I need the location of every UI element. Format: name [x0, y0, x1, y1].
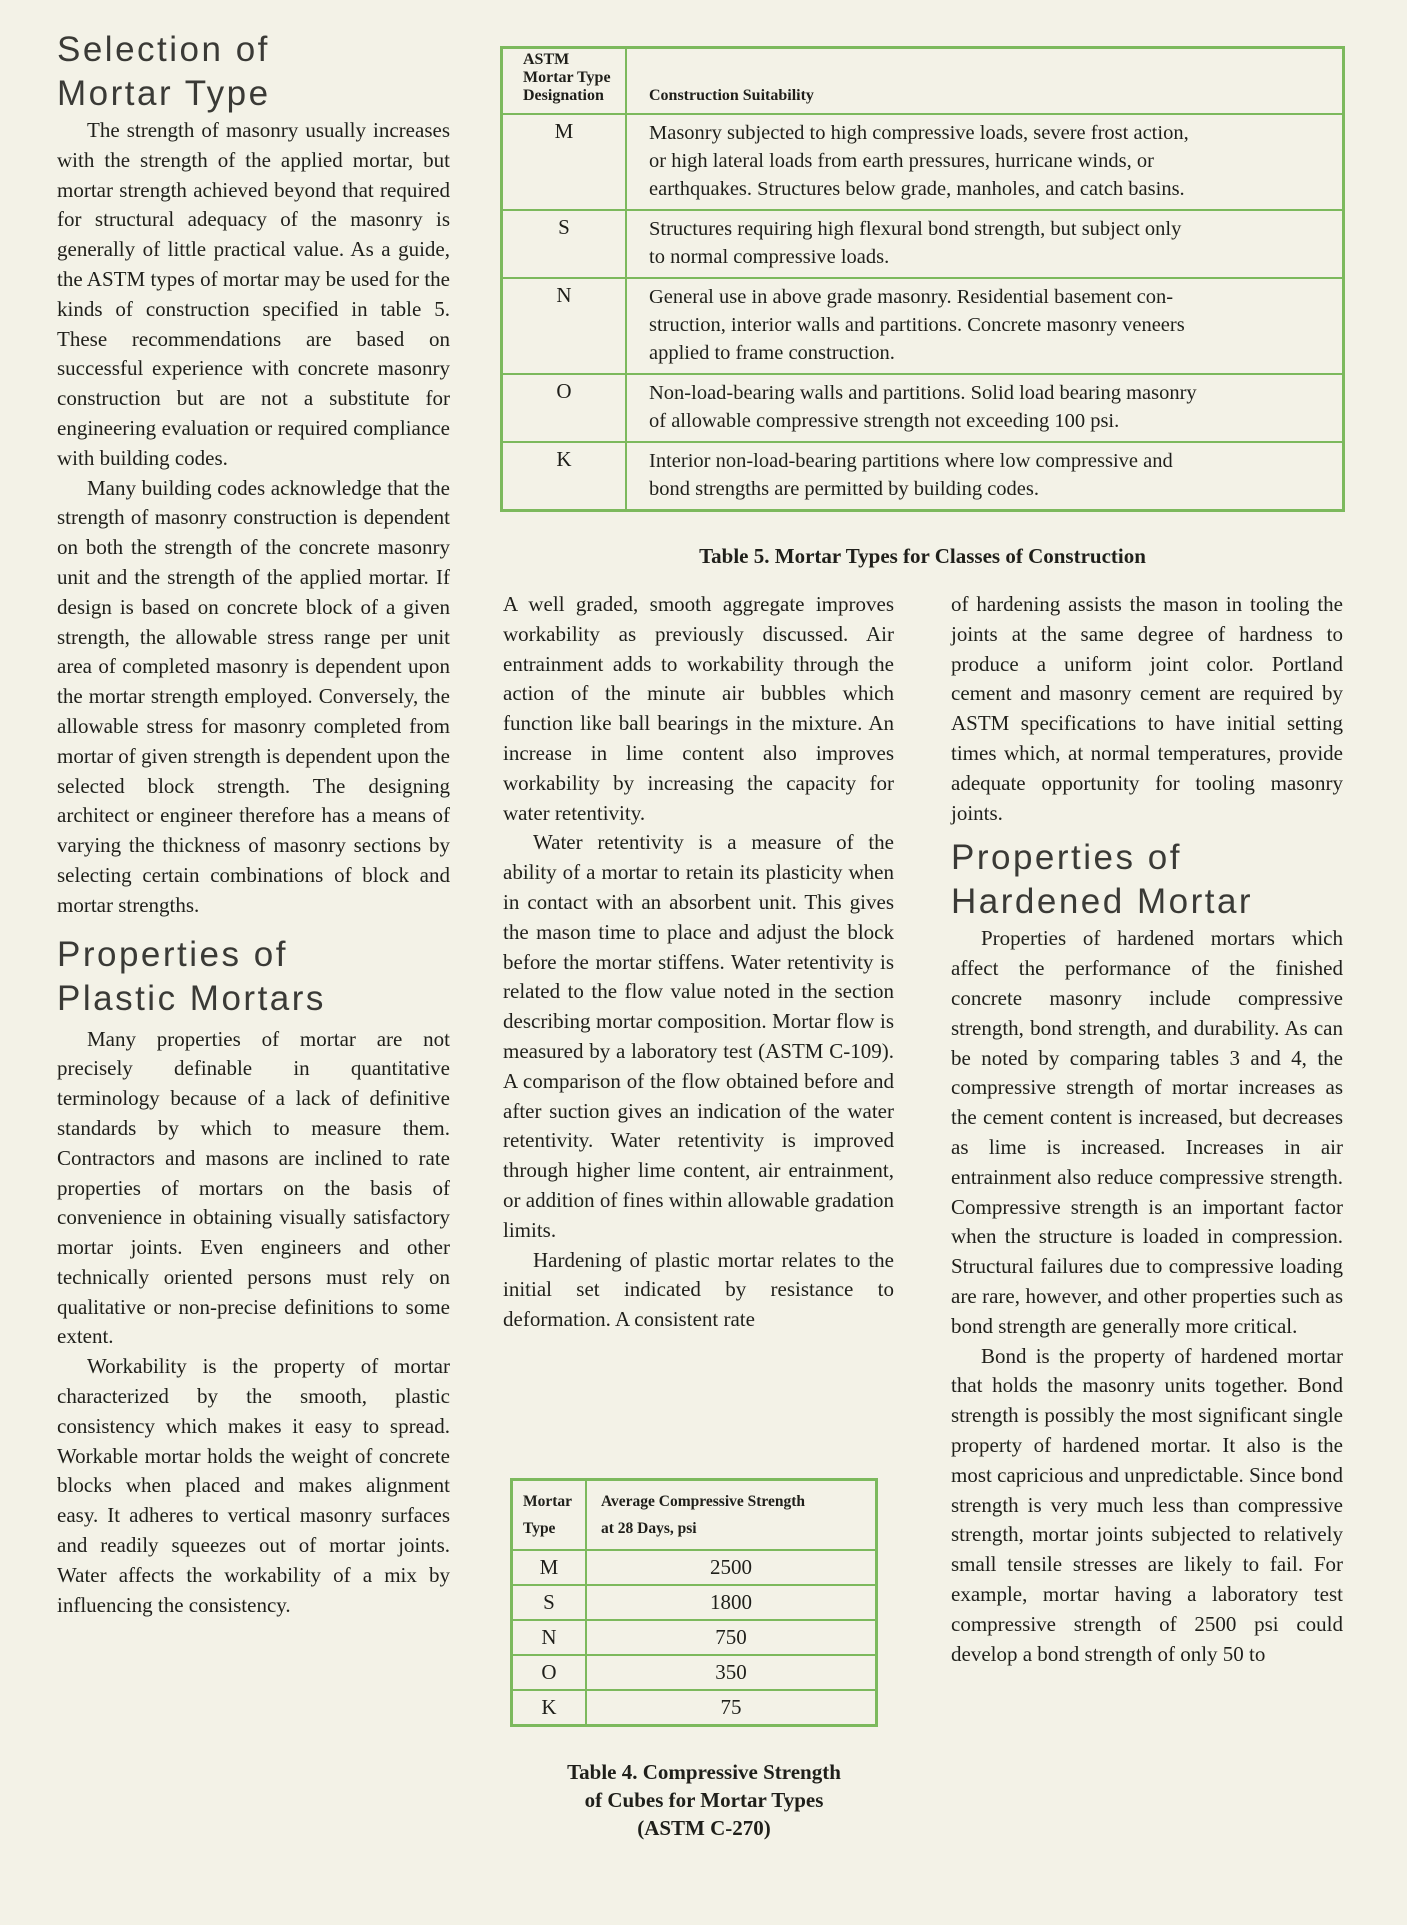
heading-properties-of-hardened-mortar: [951, 836, 1343, 924]
paragraph: A well graded, smooth aggregate improves workability as previously discussed. Air entrainment adds to workability through the action of the minute air bubbles which function like ball bearings in the mixture. An increase in lime content also improves workability by increasing the capacity for water retentivity.: [503, 592, 894, 825]
header-line: Mortar: [523, 1493, 573, 1510]
heading-line: Properties of: [951, 838, 1182, 878]
paragraph: Bond is the property of hardened mortar that holds the masonry units together. Bond strength is possibly the most significant single property of hardened mortar. It also is the most capricious and unpredictable. Since bond strength is very much less than compressive strength, mortar joints subjected to relatively small tensile stresses are likely to fail. For example, mortar having a laboratory test compressive strength of 2500 psi could develop a bond strength of only 50 to: [951, 1343, 1343, 1666]
table-row: [512, 1550, 877, 1585]
table-5-caption: Table 5. Mortar Types for Classes of Construction: [699, 544, 1146, 568]
header-line: Average Compressive Strength: [601, 1493, 806, 1510]
table-row: [512, 1585, 877, 1620]
mortar-type-cell: O: [502, 374, 627, 442]
desc-line: of allowable compressive strength not exceeding 100 psi.: [649, 410, 1120, 432]
strength-cell: 350: [586, 1655, 877, 1690]
caption-line: of Cubes for Mortar Types: [584, 1788, 824, 1812]
desc-line: or high lateral loads from earth pressures, hurricane winds, or: [649, 150, 1154, 172]
header-average-compressive-strength: [586, 1480, 877, 1551]
table-row: [502, 374, 1344, 442]
heading-line: Mortar Type: [57, 74, 271, 113]
paragraph: The strength of masonry usually increases with the strength of the applied mortar, but mortar strength achieved beyond that required for structural adequacy of the masonry is generally of little practical value. As a guide, the ASTM types of mortar may be used for the kinds of construction specified in table 5. These recommendations are based on successful experience with concrete masonry construction but are not a substitute for engineering evaluation or required compliance with building codes.: [57, 118, 450, 470]
header-line: Designation: [523, 87, 604, 104]
heading-line: Plastic Mortars: [57, 978, 326, 1018]
left-column: [57, 28, 450, 1620]
heading-line: Properties of: [57, 934, 288, 974]
mortar-type-cell: K: [502, 442, 627, 511]
desc-line: struction, interior walls and partitions. Concrete masonry veneers: [649, 314, 1185, 336]
mortar-type-cell: M: [512, 1550, 587, 1585]
desc-line: Interior non-load-bearing partitions where low compressive and: [649, 450, 1173, 472]
table-row: [502, 210, 1344, 278]
desc-line: applied to frame construction.: [649, 342, 895, 364]
desc-line: Non-load-bearing walls and partitions. Solid load bearing masonry: [649, 382, 1197, 404]
suitability-cell: [626, 374, 1344, 442]
paragraph: Hardening of plastic mortar relates to the initial set indicated by resistance to deformation. A consistent rate: [503, 1247, 894, 1332]
desc-line: Structures requiring high flexural bond strength, but subject only: [649, 218, 1182, 240]
desc-line: to normal compressive loads.: [649, 246, 890, 268]
header-line: at 28 Days, psi: [601, 1520, 697, 1537]
desc-line: General use in above grade masonry. Residential basement con-: [649, 286, 1174, 308]
table-row: [502, 442, 1344, 511]
header-line: ASTM: [523, 51, 570, 68]
table-row: [502, 278, 1344, 374]
middle-column: [503, 590, 894, 1335]
table-row: [512, 1690, 877, 1726]
mortar-type-cell: N: [512, 1620, 587, 1655]
heading-line: Selection of: [57, 30, 270, 69]
table-row: [512, 1655, 877, 1690]
mortar-type-cell: M: [502, 114, 627, 210]
paragraph: Many properties of mortar are not precisely definable in quantitative terminology because of a lack of definitive standards by which to measure them. Contractors and masons are inclined to rate properties of mortars on the basis of convenience in obtaining visually satisfactory mortar joints. Even engineers and other technically oriented persons must rely on qualitative or non-precise definitions to some extent.: [57, 1026, 450, 1349]
header-construction-suitability: Construction Suitability: [626, 48, 1344, 115]
mortar-type-cell: K: [512, 1690, 587, 1726]
strength-cell: 1800: [586, 1585, 877, 1620]
strength-cell: 2500: [586, 1550, 877, 1585]
paragraph: Many building codes acknowledge that the strength of masonry construction is dependent on both the strength of the concrete masonry unit and the strength of the applied mortar. If design is based on concrete block of a given strength, the allowable stress range per unit area of completed masonry is dependent upon the mortar strength employed. Conversely, the allowable stress for masonry completed from mortar of given strength is dependent upon the selected block strength. The designing architect or engineer therefore has a means of varying the thickness of masonry sections by selecting certain combinations of block and mortar strengths.: [57, 475, 450, 917]
header-mortar-type: [512, 1480, 587, 1551]
desc-line: Masonry subjected to high compressive loads, severe frost action,: [649, 122, 1189, 144]
table-4-caption: [510, 1758, 898, 1842]
header-astm-designation: [502, 48, 627, 115]
suitability-cell: [626, 210, 1344, 278]
table-header-row: [512, 1480, 877, 1551]
heading-line: Hardened Mortar: [951, 882, 1254, 922]
right-column: [951, 590, 1343, 1669]
desc-line: earthquakes. Structures below grade, manholes, and catch basins.: [649, 178, 1185, 200]
paragraph: Workability is the property of mortar characterized by the smooth, plastic consistency which makes it easy to spread. Workable mortar holds the weight of concrete blocks when placed and makes alignment easy. It adheres to vertical masonry surfaces and readily squeezes out of mortar joints. Water affects the workability of a mix by influencing the consistency.: [57, 1354, 450, 1617]
table-4-compressive-strength: [510, 1478, 878, 1727]
heading-selection-of-mortar-type: [57, 28, 450, 116]
strength-cell: 75: [586, 1690, 877, 1726]
caption-line: (ASTM C-270): [637, 1816, 771, 1840]
mortar-type-cell: N: [502, 278, 627, 374]
table-row: [502, 114, 1344, 210]
mortar-type-cell: S: [502, 210, 627, 278]
table-header-row: [502, 48, 1344, 115]
suitability-cell: [626, 442, 1344, 511]
mortar-type-cell: S: [512, 1585, 587, 1620]
header-line: Mortar Type: [523, 69, 611, 86]
desc-line: bond strengths are permitted by building codes.: [649, 478, 1039, 500]
strength-cell: 750: [586, 1620, 877, 1655]
header-line: Type: [523, 1520, 556, 1537]
paragraph: of hardening assists the mason in tooling the joints at the same degree of hardness to produce a uniform joint color. Portland cement and masonry cement are required by ASTM specifications to have initial setting times which, at normal temperatures, provide adequate opportunity for tooling masonry joints.: [951, 592, 1343, 825]
table-row: [512, 1620, 877, 1655]
mortar-type-cell: O: [512, 1655, 587, 1690]
suitability-cell: [626, 278, 1344, 374]
table-5-mortar-types: [500, 46, 1345, 512]
caption-line: Table 4. Compressive Strength: [567, 1760, 841, 1784]
paragraph: Water retentivity is a measure of the ability of a mortar to retain its plasticity when in contact with an absorbent unit. This gives the mason time to place and adjust the block before the mortar stiffens. Water retentivity is related to the flow value noted in the section describing mortar composition. Mortar flow is measured by a laboratory test (ASTM C-109). A comparison of the flow obtained before and after suction gives an indication of the water retentivity. Water retentivity is improved through higher lime content, air entrainment, or addition of fines within allowable gradation limits.: [503, 830, 894, 1242]
paragraph: Properties of hardened mortars which affect the performance of the finished concrete masonry include compressive strength, bond strength, and durability. As can be noted by comparing tables 3 and 4, the compressive strength of mortar increases as the cement content is increased, but decreases as lime is increased. Increases in air entrainment also reduce compressive strength. Compressive strength is an important factor when the structure is loaded in compression. Structural failures due to compressive loading are rare, however, and other properties such as bond strength are generally more critical.: [951, 926, 1343, 1338]
heading-properties-of-plastic-mortars: [57, 933, 450, 1021]
suitability-cell: [626, 114, 1344, 210]
